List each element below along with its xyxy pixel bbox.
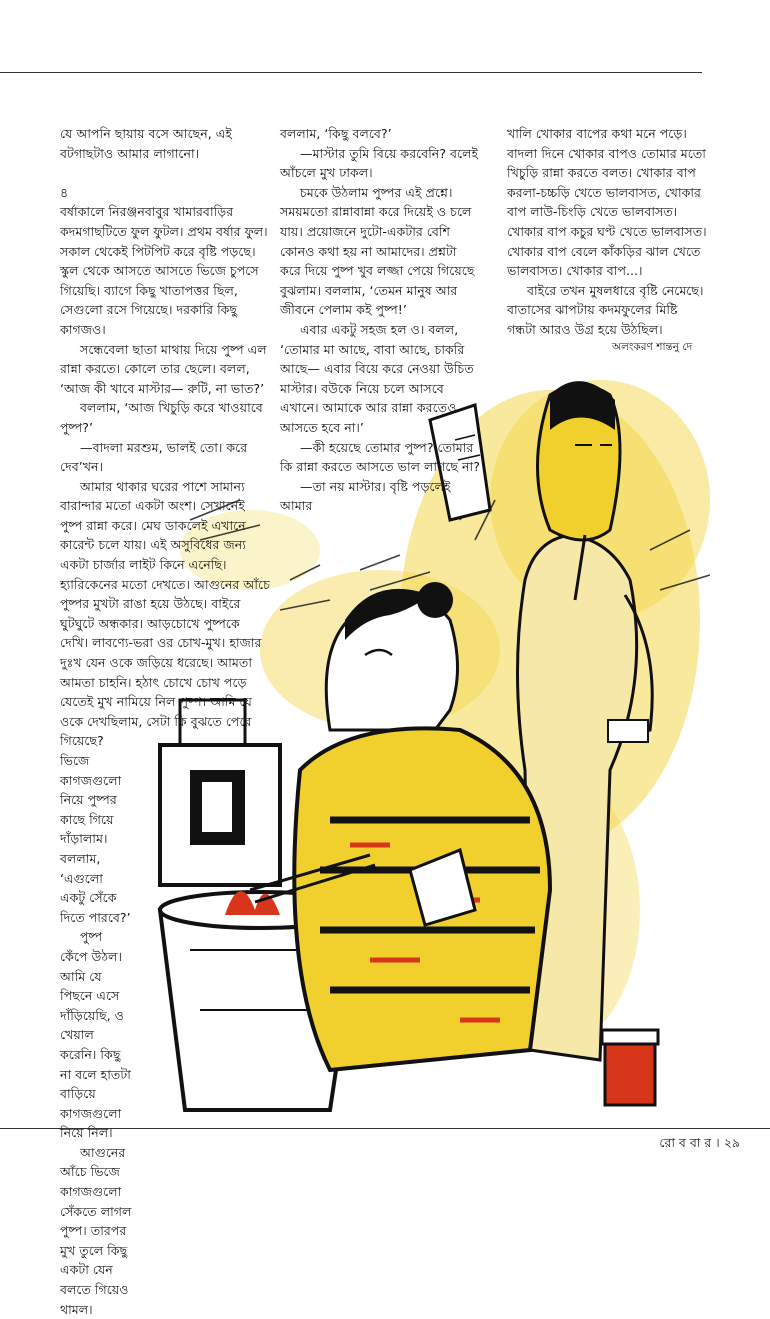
paragraph: এবার একটু সহজ হল ও। বলল, ‘তোমার মা আছে, বাবা আছে, চাকরি আছে— এবার বিয়ে করে নেওয়া উচিত মাস্টার। বউকে নিয়ে চলে আসবে এখানে। আমাকে আর রান্না করতেও আসতে হবে না।’ xyxy=(280,321,474,435)
text-column-3 xyxy=(507,124,707,340)
paragraph: ভিজে কাগজগুলো নিয়ে পুষ্পর কাছে গিয়ে দাঁড়ালাম। বললাম, ‘এগুলো একটু সেঁকে দিতে পারবে?’ xyxy=(60,753,131,925)
paragraph: সন্ধেবেলা ছাতা মাথায় দিয়ে পুষ্প এল রান্না করতে। কোলে তার ছেলে। বলল, ‘আজ কী খাবে মাস্টার— রুটি, না ভাত?’ xyxy=(60,341,267,396)
paragraph: পুষ্প কেঁপে উঠল। আমি যে পিছনে এসে দাঁড়িয়েছি, ও খেয়াল করেনি। কিছু না বলে হাতটা বাড়িয়ে কাগজগুলো নিয়ে নিল। xyxy=(60,929,131,1141)
paragraph: —বাদলা মরশুম, ভালই তো। করে দেব’খন। xyxy=(60,439,248,475)
paragraph: যে আপনি ছায়ায় বসে আছেন, এই বটগাছটাও আমার লাগানো। xyxy=(60,126,232,161)
text-column-1 xyxy=(60,124,270,1319)
page-footer xyxy=(659,1135,740,1155)
paragraph: —মাস্টার তুমি বিয়ে করবেনি? বলেই আঁচলে মুখ ঢাকল। xyxy=(280,145,479,181)
illustration-credit: অলংকরণ শান্তনু দে xyxy=(612,341,693,353)
wrapped-text-block xyxy=(60,751,132,1319)
paragraph: বর্ষাকালে নিরঞ্জনবাবুর খামারবাড়ির কদমগাছটিতে ফুল ফুটল। প্রথম বর্ষার ফুল। সকাল থেকেই পিটপিট করে বৃষ্টি পড়ছে। স্কুল থেকে আসতে আসতে ভিজে চুপসে গিয়েছি। ব্যাগে কিছু খাতাপত্তর ছিল, সেগুলো রসে গিয়েছে। দরকারি কিছু কাগজও। xyxy=(60,204,268,337)
magazine-name: রো ব বা র xyxy=(659,1135,712,1150)
paragraph: বললাম, ‘আজ খিচুড়ি করে খাওয়াবে পুষ্প?’ xyxy=(60,400,263,435)
footer-separator: । xyxy=(715,1135,720,1150)
section-number: ৪ xyxy=(60,184,69,200)
paragraph: আমার থাকার ঘরের পাশে সামান্য বারান্দার মতো একটা অংশ। সেখানেই পুষ্প রান্না করে। মেঘ ডাকলেই এখানে কারেন্ট চলে যায়। এই অসুবিধের জন্য একটা চার্জার লাইট কিনে এনেছি। হ্যারিকেনের মতো দেখতে। আগুনের আঁচে পুষ্পর মুখটা রাঙা হয়ে উঠছে। বাইরে ঘুটঘুটে অন্ধকার। আড়চোখে পুষ্পকে দেখি। লাবণ্যে-ভরা ওর চোখ-মুখ। হাজার দুঃখ যেন ওকে জড়িয়ে ধরেছে। আমতা আমতা চাহনি। হঠাৎ চোখে চোখ পড়ে যেতেই মুখ নামিয়ে নিল পুষ্প। আমি যে ওকে দেখছিলাম, সেটা কি বুঝতে পেরে গিয়েছে? xyxy=(60,478,270,749)
paragraph: খালি খোকার বাপের কথা মনে পড়ে। বাদলা দিনে খোকার বাপও তোমার মতো খিচুড়ি রান্না করতে বলত। খোকার বাপ করলা-চচ্চড়ি খেতে ভালবাসত, খোকার বাপ লাউ-চিংড়ি খেতে ভালবাসত। খোকার বাপ কচুর ঘণ্ট খেতে ভালবাসত। খোকার বাপ বেলে কাঁকড়ির ঝাল খেতে ভালবাসত। খোকার বাপ...। xyxy=(507,126,707,279)
paragraph: বললাম, ‘কিছু বলবে?’ xyxy=(280,126,392,141)
paragraph: —তা নয় মাস্টার। বৃষ্টি পড়লেই আমার xyxy=(280,478,451,514)
paragraph: —কী হয়েছে তোমার পুষ্প? তোমার কি রান্না করতে আসতে ভাল লাগছে না? xyxy=(280,439,480,475)
red-jar xyxy=(602,1030,658,1105)
text-column-2 xyxy=(280,124,480,516)
paragraph: আগুনের আঁচে ভিজে কাগজগুলো সেঁকতে লাগল পুষ্প। তারপর মুখ তুলে কিছু একটা যেন বলতে গিয়েও থামল। xyxy=(60,1144,132,1317)
page-number: ২৯ xyxy=(723,1135,740,1150)
paragraph: চমকে উঠলাম পুষ্পর এই প্রশ্নে। সময়মতো রান্নাবান্না করে দিয়েই ও চলে যায়। প্রয়োজনে দুটো-একটার বেশি কোনও কথা হয় না আমাদের। প্রশ্নটা করে দিয়ে পুষ্প খুব লজ্জা পেয়ে গিয়েছে বুঝলাম। বললাম, ‘তেমন মানুষ আর জীবনে পেলাম কই পুষ্প!’ xyxy=(280,184,475,318)
top-rule xyxy=(0,72,702,73)
paragraph: বাইরে তখন মুষলধারে বৃষ্টি নেমেছে। বাতাসের ঝাপটায় কদমফুলের মিষ্টি গন্ধটা আরও উগ্র হয়ে উঠছিল। xyxy=(507,282,704,337)
